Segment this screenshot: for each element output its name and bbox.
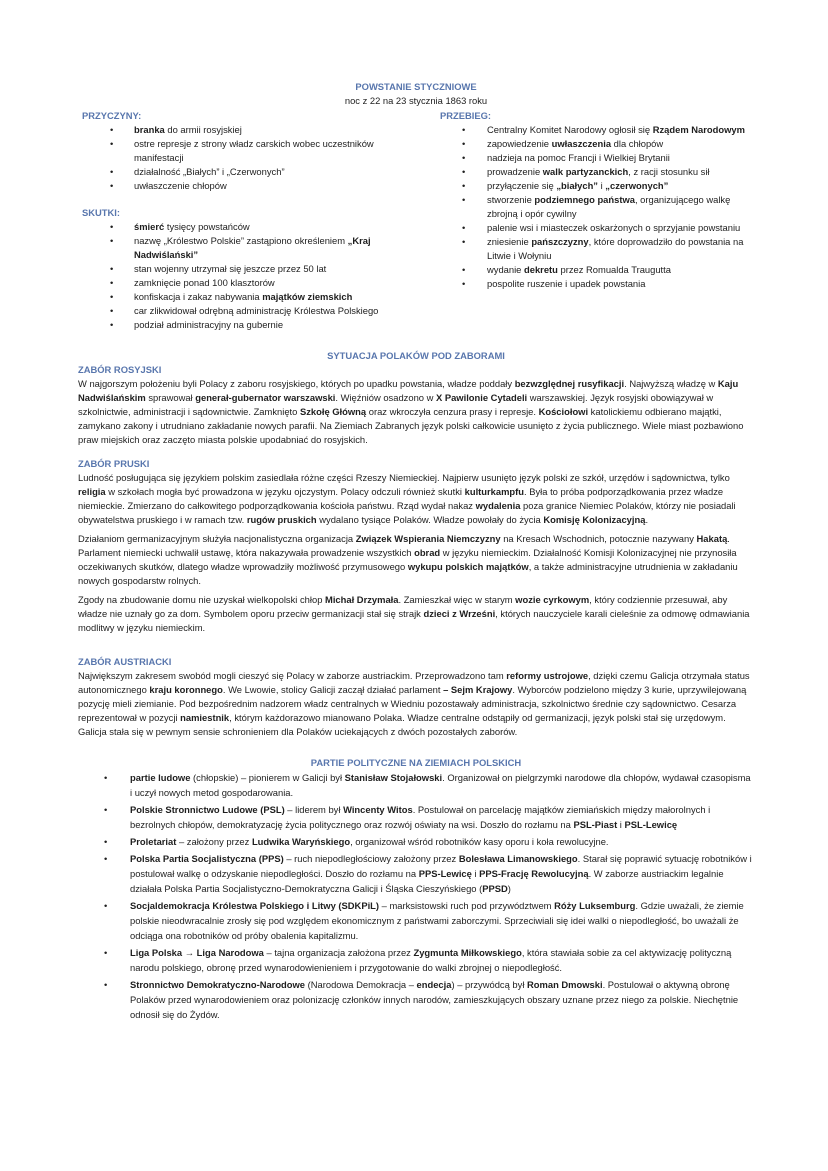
bold-term: Kościołowi	[538, 406, 589, 417]
course-item	[440, 123, 753, 137]
text-run: zniesienie	[487, 236, 532, 247]
cause-item	[82, 179, 414, 193]
text-run: . Zamieszkał więc w starym	[398, 594, 516, 605]
bold-term: PPS-Lewicę	[418, 868, 472, 879]
text-run: nadzieja na pomoc Francji i Wielkiej Brytanii	[487, 152, 670, 163]
bold-term: wykupu polskich majątków	[407, 561, 529, 572]
russian-partition	[78, 363, 752, 447]
text-run: sprawował	[145, 392, 196, 403]
text-run: Centralny Komitet Narodowy ogłosił się	[487, 124, 653, 135]
text-run: na Kresach Wschodnich, potocznie nazywany	[500, 533, 697, 544]
russian-partition-text	[78, 377, 752, 447]
effect-item	[82, 262, 414, 276]
bold-term: branka	[134, 124, 165, 135]
party-item	[78, 770, 754, 800]
text-run: ostre represje z strony władz carskich wobec uczestników manifestacji	[134, 138, 374, 163]
partitions-title: SYTUACJA POLAKÓW POD ZABORAMI	[327, 350, 505, 361]
course-item	[440, 221, 753, 235]
text-run: i	[598, 180, 606, 191]
text-run: uwłaszczenie chłopów	[134, 180, 227, 191]
party-item	[78, 851, 754, 896]
text-run: – tajna organizacja założona przez	[263, 947, 414, 958]
uprising-date: noc z 22 na 23 stycznia 1863 roku	[344, 95, 488, 106]
bold-term: namiestnik	[180, 712, 230, 723]
bold-term: Zygmunta Miłkowskiego	[413, 947, 522, 958]
bold-term: rugów pruskich	[246, 514, 317, 525]
course-item	[440, 137, 753, 151]
bold-term: podziemnego państwa	[534, 194, 635, 205]
paragraph	[78, 532, 752, 588]
bold-term: uwłaszczenia	[551, 138, 612, 149]
bold-term: generał-gubernator warszawski	[195, 392, 336, 403]
text-run: car zlikwidował odrębną administrację Królestwa Polskiego	[134, 305, 379, 316]
bold-term: PSL-Lewicę	[624, 819, 678, 830]
bold-term: X Pawilonie Cytadeli	[435, 392, 528, 403]
effect-item	[82, 220, 414, 234]
russian-partition-heading: ZABÓR ROSYJSKI	[78, 364, 162, 375]
text-run: prowadzenie	[487, 166, 543, 177]
right-column	[440, 109, 754, 332]
bold-term: Związek Wspierania Niemczyzny	[355, 533, 501, 544]
bold-term: – Sejm Krajowy	[443, 684, 513, 695]
text-run: )	[507, 883, 511, 894]
text-run: .	[645, 514, 649, 525]
bold-term: PPS-Frację Rewolucyjną	[479, 868, 589, 879]
paragraph	[78, 377, 752, 447]
text-run: (Narodowa Demokracja –	[305, 979, 417, 990]
text-run: , które doprowadziło do powstania na Litwie i Wołyniu	[487, 236, 744, 261]
text-run: katolickiemu odbierano majątki, zamykano zakony i utrudniano zakładanie nowych parafii. Na Ziemiach Zabranych język polski całkowicie usunięto z życia publicznego. Wiele miast pozbawiono praw miejskich oraz zaczęto miasta polskie upodabniać do rosyjskich.	[78, 406, 744, 445]
text-run: . W zaborze austriackim legalnie działała Polska Partia Socjalistyczno-Demokratyczna Galicji i Śląska Cieszyńskiego (	[130, 868, 724, 894]
text-run: i	[471, 868, 480, 879]
text-run: stan wojenny utrzymał się jeszcze przez 50 lat	[134, 263, 327, 274]
text-run: i	[617, 819, 625, 830]
text-run: . Była to próba podporządkowania przez władze niemieckie. Zmierzano do całkowitego podporządkowania kościoła państwu. Rząd wydał nakaz	[78, 486, 724, 511]
causes-heading: PRZYCZYNY:	[82, 110, 142, 121]
bold-term: Róży Luksemburg	[554, 900, 636, 911]
paragraph	[78, 669, 752, 739]
partitions-section	[78, 349, 754, 739]
bold-term: religia	[78, 486, 106, 497]
text-run: ) – przywódcą był	[451, 979, 528, 990]
bold-term: dzieci z Wrześni	[423, 608, 496, 619]
course-item	[440, 235, 753, 263]
text-run: . We Lwowie, stolicy Galicji zaczął działać parlament	[222, 684, 444, 695]
text-run: Największym zakresem swobód mogli cieszyć się Polacy w zaborze austriackim. Przeprowadzono tam	[78, 670, 507, 681]
text-run: . Postulował on parcelację majątków ziemiańskich między małorolnych i bezrolnych chłopów, demokratyzację życia politycznego oraz rozwój oświaty na wsi. Doszło do rozłamu na	[130, 804, 711, 830]
bold-term: kraju koronnego	[149, 684, 223, 695]
bold-term: pańszczyzny	[531, 236, 589, 247]
course-item	[440, 193, 753, 221]
bold-term: Proletariat	[130, 836, 177, 847]
course-item	[440, 277, 753, 291]
cause-item	[82, 123, 414, 137]
text-run: – założony przez	[176, 836, 252, 847]
bold-term: Wincenty Witos	[343, 804, 413, 815]
text-run: – ruch niepodległościowy założony przez	[283, 853, 459, 864]
bold-term: dekretu	[524, 264, 558, 275]
bold-term: PSL-Piast	[573, 819, 618, 830]
bold-term: majątków ziemskich	[262, 291, 353, 302]
text-run: działalność „Białych” i „Czerwonych”	[134, 166, 285, 177]
paragraph	[78, 593, 752, 635]
uprising-columns	[78, 109, 754, 332]
bold-term: Michał Drzymała	[325, 594, 399, 605]
text-run: , z racji stosunku sił	[628, 166, 710, 177]
bold-term: obrad	[414, 547, 441, 558]
bold-term: Rządem Narodowym	[652, 124, 745, 135]
text-run: , organizował wśród robotników kasy oporu i koła rewolucyjne.	[350, 836, 609, 847]
text-run: Zgody na zbudowanie domu nie uzyskał wielkopolski chłop	[78, 594, 326, 605]
causes-list	[82, 123, 440, 193]
prussian-partition-text	[78, 471, 752, 635]
effect-item	[82, 234, 414, 262]
bold-term: Kaju Nadwiślańskim	[78, 378, 739, 403]
party-item	[78, 834, 754, 849]
text-run: W najgorszym położeniu byli Polacy z zaboru rosyjskiego, których po upadku powstania, władze poddały	[78, 378, 515, 389]
text-run: . Parlament niemiecki uchwalił ustawę, która nakazywała prowadzenie wszystkich	[78, 533, 730, 558]
bold-term: Stanisław Stojałowski	[344, 772, 443, 783]
prussian-partition	[78, 457, 752, 635]
text-run: – liderem był	[284, 804, 344, 815]
bold-term: kulturkampfu	[464, 486, 525, 497]
text-run: , a także administracyjne utrudnienia w zakładaniu nowych gospodarstw rolnych.	[78, 561, 738, 586]
text-run: wydalano tysiące Polaków. Władze powołały do życia	[316, 514, 544, 525]
bold-term: Bolesława Limanowskiego	[458, 853, 578, 864]
bold-term: wozie cyrkowym	[515, 594, 590, 605]
bold-term: „Kraj Nadwiślański”	[134, 235, 371, 260]
uprising-title: POWSTANIE STYCZNIOWE	[355, 81, 477, 92]
course-heading: PRZEBIEG:	[440, 110, 492, 121]
bold-term: walk partyzanckich	[542, 166, 629, 177]
uprising-section	[78, 80, 754, 332]
text-run: przyłączenie się	[487, 180, 557, 191]
austrian-partition-heading: ZABÓR AUSTRIACKI	[78, 656, 172, 667]
bold-term: śmierć	[134, 221, 165, 232]
bold-term: Komisję Kolonizacyjną	[543, 514, 646, 525]
cause-item	[82, 165, 414, 179]
effects-heading: SKUTKI:	[82, 207, 121, 218]
text-run: zapowiedzenie	[487, 138, 552, 149]
cause-item	[82, 137, 414, 165]
austrian-partition	[78, 655, 752, 739]
text-run: w szkołach mogła być prowadzona w języku ojczystym. Polacy odczuli również skutki	[105, 486, 465, 497]
text-run: wydanie	[487, 264, 525, 275]
text-run: Działaniom germanizacyjnym służyła nacjonalistyczna organizacja	[78, 533, 356, 544]
bold-term: Roman Dmowski	[527, 979, 603, 990]
parties-title: PARTIE POLITYCZNE NA ZIEMIACH POLSKICH	[310, 757, 522, 768]
text-run: . Starał się poprawić sytuację robotników i postulował walkę o odzyskanie niepodległości. Doszło do rozłamu na	[130, 853, 752, 879]
austrian-partition-text	[78, 669, 752, 739]
bold-term: „czerwonych”	[605, 180, 669, 191]
parties-list	[78, 770, 754, 1022]
text-run: stworzenie	[487, 194, 535, 205]
effect-item	[82, 318, 414, 332]
bold-term: PPSD	[482, 883, 508, 894]
bold-term: Liga Polska → Liga Narodowa	[130, 947, 264, 958]
bold-term: Szkołę Główną	[299, 406, 367, 417]
text-run: . Najwyższą władzę w	[624, 378, 718, 389]
course-item	[440, 179, 753, 193]
text-run: w języku niemieckim. Działalność Komisji Kolonizacyjnej nie przynosiła oczekiwanych skutków, dlatego władze wprowadziły możliwość przymusowego	[78, 547, 737, 572]
text-run: , których nauczyciele karali cieleśnie za odmowę odmawiania modlitwy w języku niemieckim.	[78, 608, 750, 633]
text-run: warszawskiej. Język rosyjski obowiązywał w szkolnictwie, administracji i sądownictwie. Zamknięto	[78, 392, 714, 417]
course-list	[440, 123, 754, 291]
prussian-partition-heading: ZABÓR PRUSKI	[78, 458, 150, 469]
text-run: , która stawiała sobie za cel aktywizację polityczną narodu polskiego, obronę przed wynarodowienieniem i przygotowanie do walki zbrojnej o niepodległość.	[130, 947, 732, 973]
text-run: podział administracyjny na gubernie	[134, 319, 284, 330]
effects-list	[82, 220, 440, 332]
text-run: Ludność posługująca się językiem polskim zasiedlała różne części Rzeszy Niemieckiej. Najpierw usunięto język polski ze szkół, urzędów i sądownictwa, tylko	[78, 472, 730, 483]
text-run: (chłopskie) – pionierem w Galicji był	[190, 772, 345, 783]
text-run: , którym każdorazowo mianowano Polaka. Władze centralne odstąpiły od germanizacji, język polski stał się urzędowym. Galicja stała się w pewnym sensie schronieniem dla Polaków uciekających z dwóch pozostałych zaborów.	[78, 712, 726, 737]
text-run: nazwę „Królestwo Polskie” zastąpiono określeniem	[134, 235, 348, 246]
bold-term: bezwzględnej rusyfikacji	[514, 378, 625, 389]
text-run: przez Romualda Traugutta	[557, 264, 671, 275]
bold-term: Polskie Stronnictwo Ludowe (PSL)	[130, 804, 285, 815]
bold-term: Polska Partia Socjalistyczna (PPS)	[130, 853, 284, 864]
bold-term: Hakatą	[696, 533, 728, 544]
text-run: , który codziennie przesuwał, aby władze nie uznały go za dom. Symbolem oporu przeciw germanizacji stał się strajk	[78, 594, 728, 619]
bold-term: Ludwika Waryńskiego	[251, 836, 351, 847]
text-run: . Więźniów osadzono w	[335, 392, 436, 403]
party-item	[78, 802, 754, 832]
text-run: dla chłopów	[611, 138, 664, 149]
bold-term: Socjaldemokracja Królestwa Polskiego i Litwy (SDKPiL)	[130, 900, 380, 911]
text-run: oraz wkroczyła cenzura prasy i represje.	[366, 406, 539, 417]
parties-section	[78, 756, 754, 1022]
text-run: palenie wsi i miasteczek oskarżonych o sprzyjanie powstaniu	[487, 222, 741, 233]
party-item	[78, 945, 754, 975]
text-run: poza granice Niemiec Polaków, którzy nie posiadali obywatelstwa pruskiego i w ramach tzw.	[78, 500, 736, 525]
course-item	[440, 151, 753, 165]
text-run: konfiskacja i zakaz nabywania	[134, 291, 263, 302]
text-run: . Wyborców podzielono między 3 kurie, uprzywilejowaną pozycję mieli ziemianie. Pod bezpośrednim nadzorem władz centralnych w Wiedniu pozostawały administracja, szkolnictwo średnie czy sądownictwo. Cesarza reprezentował w pozycji	[78, 684, 747, 723]
bold-term: reformy ustrojowe	[506, 670, 589, 681]
bold-term: wydalenia	[475, 500, 521, 511]
effect-item	[82, 304, 414, 318]
text-run: tysięcy powstańców	[164, 221, 250, 232]
paragraph	[78, 471, 752, 527]
bold-term: Stronnictwo Demokratyczno-Narodowe	[130, 979, 306, 990]
course-item	[440, 263, 753, 277]
text-run: do armii rosyjskiej	[164, 124, 242, 135]
text-run: . Gdzie uważali, że ziemie polskie nieodwracalnie zrosły się pod względem ekonomicznym z państwami zaborczymi. Sprzeciwiali się idei walki o niepodległość, bo uważali że odciąga ona robotników od próby obalenia kapitalizmu.	[130, 900, 744, 941]
document-content	[78, 80, 754, 1024]
party-item	[78, 898, 754, 943]
text-run: , dzięki czemu Galicja otrzymała status autonomicznego	[78, 670, 750, 695]
effect-item	[82, 276, 414, 290]
bold-term: „białych”	[556, 180, 598, 191]
text-run: . Postulował o aktywną obronę Polaków przed wynarodowieniem oraz polonizację członków innych narodów, zamieszkujących obszary uznane przez niego za polskie. Niechętnie odnosił się do Żydów.	[130, 979, 739, 1020]
party-item	[78, 977, 754, 1022]
course-item	[440, 165, 753, 179]
bold-term: partie ludowe	[130, 772, 191, 783]
text-run: , organizującego walkę zbrojną i opór cywilny	[487, 194, 731, 219]
text-run: zamknięcie ponad 100 klasztorów	[134, 277, 275, 288]
left-column	[82, 109, 440, 332]
effect-item	[82, 290, 414, 304]
text-run: pospolite ruszenie i upadek powstania	[487, 278, 646, 289]
text-run: – marksistowski ruch pod przywództwem	[379, 900, 555, 911]
text-run: . Organizował on pielgrzymki narodowe dla chłopów, wydawał czasopisma i uczył nowych metod gospodarowania.	[130, 772, 751, 798]
bold-term: endecja	[416, 979, 452, 990]
